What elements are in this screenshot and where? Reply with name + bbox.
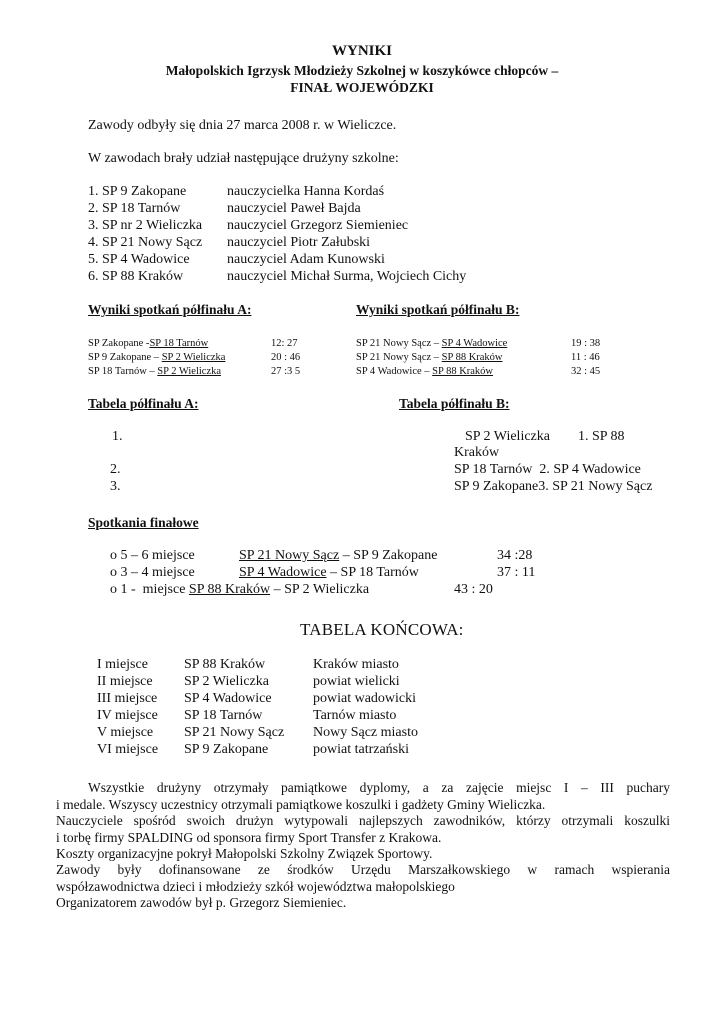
closing-p3: Koszty organizacyjne pokrył Małopolski Szkolny Związek Sportowy.	[56, 846, 433, 861]
final-region: Nowy Sącz miasto	[313, 725, 418, 740]
semi-a-heading: Wyniki spotkań półfinału A:	[88, 302, 252, 317]
final-school: SP 88 Kraków	[184, 657, 266, 672]
page-subtitle: Małopolskich Igrzysk Młodzieży Szkolnej w koszykówce chłopców –	[165, 63, 559, 78]
team-school: 6. SP 88 Kraków	[88, 269, 184, 284]
closing-p2-line1: Nauczyciele spośród swoich drużyn wytypowali najlepszych zawodników, którzy otrzymali koszulki	[56, 813, 670, 828]
final-place: III miejsce	[97, 691, 158, 706]
final-score: 37 : 11	[497, 565, 536, 580]
final-team2: – SP 18 Tarnów	[326, 565, 419, 580]
match-team1: SP 9 Zakopane –	[88, 352, 162, 363]
final-team2: – SP 2 Wieliczka	[270, 582, 370, 597]
table-a-row: 1.	[112, 429, 123, 444]
table-b-line: Kraków	[454, 445, 500, 460]
final-match	[110, 582, 369, 598]
team-teacher: nauczyciel Adam Kunowski	[227, 252, 385, 267]
final-score: 43 : 20	[454, 582, 493, 597]
match-team2: SP 2 Wieliczka	[157, 366, 222, 377]
final-place: VI miejsce	[97, 742, 159, 757]
final-place: IV miejsce	[97, 708, 158, 723]
team-school: 4. SP 21 Nowy Sącz	[88, 235, 203, 250]
final-team1: SP 88 Kraków	[188, 582, 271, 597]
match-row	[88, 352, 225, 363]
team-teacher: nauczyciel Grzegorz Siemieniec	[227, 218, 409, 233]
match-team2: SP 88 Kraków	[432, 366, 494, 377]
team-teacher: nauczyciel Michał Surma, Wojciech Cichy	[227, 269, 467, 284]
semi-b-heading: Wyniki spotkań półfinału B:	[356, 302, 520, 317]
final-team2: – SP 9 Zakopane	[339, 548, 438, 563]
team-teacher: nauczycielka Hanna Kordaś	[227, 184, 385, 199]
team-school: 2. SP 18 Tarnów	[88, 201, 181, 216]
team-school: 3. SP nr 2 Wieliczka	[88, 218, 203, 233]
team-teacher: nauczyciel Piotr Załubski	[227, 235, 371, 250]
final-school: SP 9 Zakopane	[184, 742, 269, 757]
page-title: WYNIKI	[331, 43, 392, 59]
team-school: 5. SP 4 Wadowice	[88, 252, 190, 267]
match-score: 12: 27	[271, 338, 298, 349]
match-row	[88, 366, 221, 377]
match-team2: SP 88 Kraków	[441, 352, 503, 363]
match-score: 32 : 45	[571, 366, 601, 377]
page-subtitle-final: FINAŁ WOJEWÓDZKI	[290, 80, 434, 95]
table-b-line: SP 9 Zakopane3. SP 21 Nowy Sącz	[454, 479, 653, 494]
final-school: SP 4 Wadowice	[184, 691, 272, 706]
finals-heading: Spotkania finałowe	[88, 515, 199, 530]
match-team2: SP 2 Wieliczka	[161, 352, 226, 363]
match-row	[356, 352, 503, 363]
table-a-row: 2.	[110, 462, 121, 477]
closing-p4-line1: Zawody były dofinansowane ze środków Urzędu Marszałkowskiego w ramach wspierania	[56, 862, 670, 877]
match-score: 11 : 46	[571, 352, 600, 363]
final-school: SP 21 Nowy Sącz	[184, 725, 285, 740]
final-region: powiat tatrzański	[313, 742, 410, 757]
match-team1: SP Zakopane -	[88, 338, 150, 349]
table-b-line: SP 18 Tarnów 2. SP 4 Wadowice	[454, 462, 641, 477]
team-school: 1. SP 9 Zakopane	[88, 184, 187, 199]
final-region: powiat wadowicki	[313, 691, 417, 706]
final-score: 34 :28	[497, 548, 533, 563]
table-b-heading: Tabela półfinału B:	[399, 396, 510, 411]
final-place: II miejsce	[97, 674, 153, 689]
final-place: o 5 – 6 miejsce	[110, 548, 195, 563]
match-row	[88, 338, 208, 349]
match-team2: SP 18 Tarnów	[149, 338, 209, 349]
final-region: Tarnów miasto	[313, 708, 397, 723]
final-match	[239, 565, 419, 581]
closing-p1-line1: Wszystkie drużyny otrzymały pamiątkowe dyplomy, a za zajęcie miejsc I – III puchary	[88, 780, 670, 795]
closing-p4-line2: współzawodnictwa dzieci i młodzieży szkół województwa małopolskiego	[56, 879, 455, 894]
match-score: 27 :3 5	[271, 366, 301, 377]
final-region: Kraków miasto	[313, 657, 399, 672]
match-row	[356, 366, 493, 377]
closing-p2-line2: i torbę firmy SPALDING od sponsora firmy Sport Transfer z Krakowa.	[56, 830, 442, 845]
match-team2: SP 4 Wadowice	[441, 338, 508, 349]
final-team1: SP 4 Wadowice	[239, 565, 327, 580]
table-b-line: SP 2 Wieliczka 1. SP 88	[465, 429, 625, 444]
final-school: SP 18 Tarnów	[184, 708, 263, 723]
closing-p5: Organizatorem zawodów był p. Grzegorz Siemieniec.	[56, 895, 347, 910]
closing-p1-line2: i medale. Wszyscy uczestnicy otrzymali pamiątkowe koszulki i gadżety Gminy Wieliczka.	[56, 797, 546, 812]
date-line: Zawody odbyły się dnia 27 marca 2008 r. w Wieliczce.	[88, 118, 397, 133]
final-place: I miejsce	[97, 657, 148, 672]
final-place: o 1 - miejsce	[110, 582, 189, 597]
final-team1: SP 21 Nowy Sącz	[239, 548, 340, 563]
match-team1: SP 21 Nowy Sącz –	[356, 352, 442, 363]
final-place: V miejsce	[97, 725, 154, 740]
match-score: 20 : 46	[271, 352, 301, 363]
final-school: SP 2 Wieliczka	[184, 674, 269, 689]
final-match	[239, 548, 437, 564]
match-team1: SP 21 Nowy Sącz –	[356, 338, 442, 349]
table-a-heading: Tabela półfinału A:	[88, 396, 199, 411]
match-team1: SP 18 Tarnów –	[88, 366, 158, 377]
match-team1: SP 4 Wadowice –	[356, 366, 433, 377]
match-score: 19 : 38	[571, 338, 601, 349]
team-teacher: nauczyciel Paweł Bajda	[227, 201, 361, 216]
match-row	[356, 338, 507, 349]
final-region: powiat wielicki	[313, 674, 400, 689]
teams-intro: W zawodach brały udział następujące drużyny szkolne:	[88, 151, 399, 166]
final-table-heading: TABELA KOŃCOWA:	[300, 620, 464, 639]
final-place: o 3 – 4 miejsce	[110, 565, 195, 580]
table-a-row: 3.	[110, 479, 121, 494]
